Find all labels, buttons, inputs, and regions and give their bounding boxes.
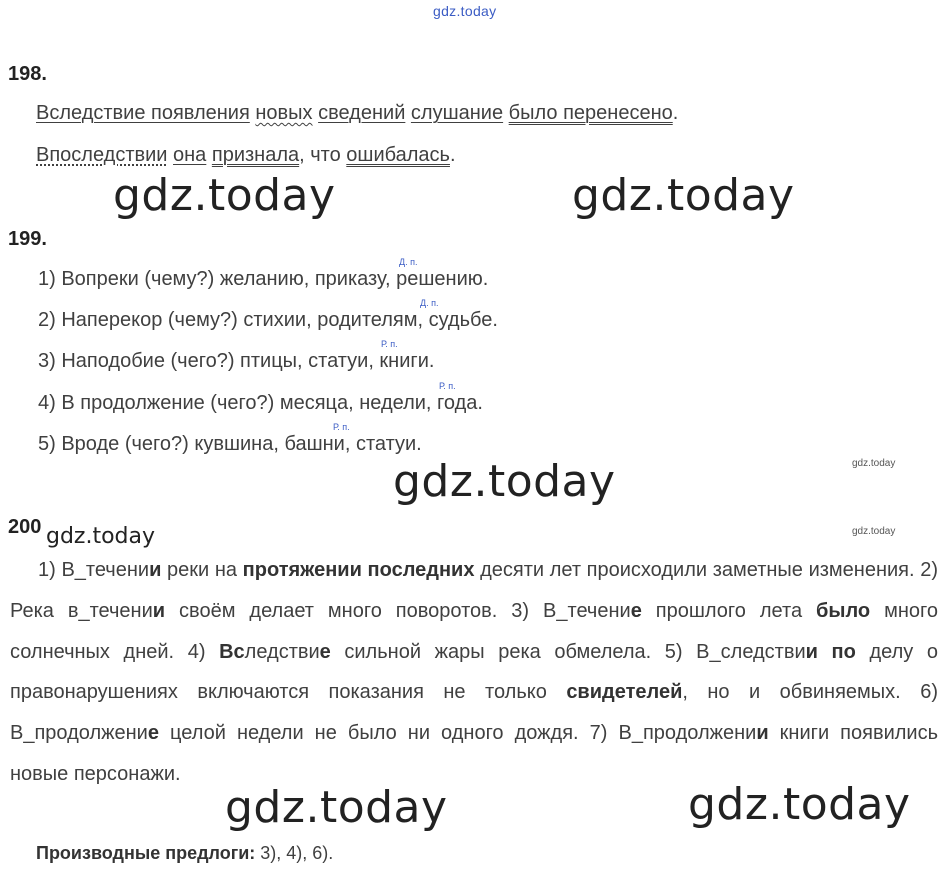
watermark-top: gdz.today	[433, 3, 497, 19]
watermark-4: gdz.today	[225, 782, 448, 833]
watermark-tiny-1: gdz.today	[852, 458, 896, 469]
exercise-199-line-4: 4) В продолжение (чего?) месяца, недели, года.	[38, 392, 483, 414]
predicate-word-2: ошибалась	[346, 144, 450, 166]
watermark-3: gdz.today	[393, 456, 616, 507]
watermark-5: gdz.today	[688, 779, 911, 830]
exercise-199-number: 199.	[8, 228, 47, 250]
case-note-5: Р. п.	[333, 422, 350, 432]
exercise-199-line-2: 2) Наперекор (чему?) стихии, родителям, судьбе.	[38, 309, 498, 331]
subject-word: она	[173, 144, 207, 166]
exercise-200-paragraph: 1) В_течении реки на протяжении последних десяти лет происходили заметные изменения. 2) Река в_течении своём делает много поворотов. 3) В_течение прошлого лета было много солнечных дней. 4) Вследствие сильной жары река обмелела. 5) В_следствии по делу о правонарушениях включаются показания не только свидетелей, но и обвиняемых. 6) В_продолжение целой недели не было ни одного дождя. 7) В_продолжении книги появились новые персонажи.	[10, 559, 939, 785]
watermark-2: gdz.today	[572, 170, 795, 221]
predicate-phrase: было перенесено	[508, 102, 673, 124]
case-note-3: Р. п.	[381, 339, 398, 349]
watermark-mid: gdz.today	[46, 524, 156, 549]
derived-prepositions-answer	[36, 843, 333, 864]
subject-word: слушание	[410, 102, 504, 124]
case-note-2: Д. п.	[420, 298, 439, 308]
exercise-199-line-5: 5) Вроде (чего?) кувшина, башни, статуи.	[38, 433, 422, 455]
exercise-198-sentence-2: Впоследствии она признала, что ошибалась.	[36, 144, 456, 166]
exercise-198-number: 198.	[8, 63, 47, 85]
watermark-tiny-2: gdz.today	[852, 526, 896, 537]
object-word: сведений	[318, 102, 406, 124]
adverbial-phrase: Вследствие появления	[36, 102, 250, 124]
answer-label: Производные предлоги:	[36, 843, 256, 863]
exercise-198-sentence-1: Вследствие появления новых сведений слушание было перенесено.	[36, 102, 679, 124]
exercise-199-line-1: 1) Вопреки (чему?) желанию, приказу, решению.	[38, 268, 489, 290]
case-note-1: Д. п.	[399, 257, 418, 267]
exercise-199-line-3: 3) Наподобие (чего?) птицы, статуи, книги.	[38, 350, 435, 372]
watermark-1: gdz.today	[113, 170, 336, 221]
exercise-200-number: 200	[8, 516, 42, 538]
answer-value: 3), 4), 6).	[255, 843, 334, 863]
adverbial-word: Впоследствии	[36, 144, 168, 166]
attribute-word: новых	[255, 102, 313, 124]
case-note-4: Р. п.	[439, 381, 456, 391]
predicate-word: признала	[211, 144, 300, 166]
